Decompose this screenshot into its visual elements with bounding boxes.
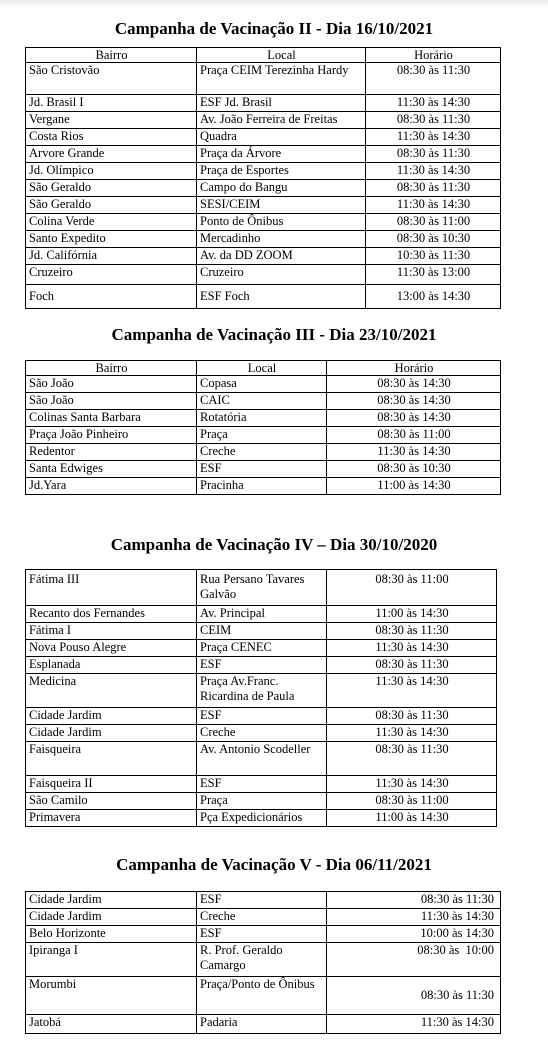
bairro-cell: São Geraldo [26, 197, 197, 214]
table-row [26, 163, 501, 180]
bairro-cell: Medicina [26, 674, 197, 708]
local-cell: Padaria [197, 1015, 327, 1034]
table-row [26, 95, 501, 112]
top-shadow [0, 0, 548, 8]
horario-cell: 08:30 às 11:30 [327, 742, 497, 776]
bairro-cell: São Geraldo [26, 180, 197, 197]
table-row [26, 892, 501, 909]
bairro-cell: Jd. Califórnia [26, 248, 197, 265]
table-header-row [26, 361, 501, 376]
bairro-cell: Santo Expedito [26, 231, 197, 248]
horario-cell: 11:30 às 14:30 [366, 129, 501, 146]
table-row [26, 214, 501, 231]
table-row [26, 461, 501, 478]
table-row [26, 376, 501, 393]
bairro-cell: Jd. Brasil I [26, 95, 197, 112]
local-cell: Creche [197, 444, 327, 461]
horario-cell: 10:30 às 11:30 [366, 248, 501, 265]
local-cell: R. Prof. Geraldo Camargo [197, 943, 327, 977]
local-cell: Pracinha [197, 478, 327, 495]
column-header-horario: Horário [366, 48, 501, 63]
bairro-cell: Cidade Jardim [26, 892, 197, 909]
horario-cell: 11:30 às 14:30 [366, 197, 501, 214]
horario-cell: 11:30 às 14:30 [366, 95, 501, 112]
horario-cell: 11:00 às 14:30 [327, 478, 501, 495]
bairro-cell: Cruzeiro [26, 265, 197, 285]
horario-cell: 08:30 às 11:00 [327, 793, 497, 810]
local-cell: Praça de Esportes [197, 163, 366, 180]
horario-cell: 08:30 às 11:00 [327, 570, 497, 606]
local-cell: ESF [197, 657, 327, 674]
local-cell: Copasa [197, 376, 327, 393]
table-row [26, 410, 501, 427]
local-cell: Praça da Árvore [197, 146, 366, 163]
local-cell: Av. da DD ZOOM [197, 248, 366, 265]
horario-cell: 11:00 às 14:30 [327, 810, 497, 827]
column-header-local: Local [197, 361, 327, 376]
bairro-cell: Colina Verde [26, 214, 197, 231]
horario-cell: 11:30 às 14:30 [327, 674, 497, 708]
bairro-cell: Arvore Grande [26, 146, 197, 163]
bairro-cell: Redentor [26, 444, 197, 461]
table-row [26, 427, 501, 444]
horario-cell: 08:30 às 11:30 [366, 146, 501, 163]
bairro-cell: Faisqueira II [26, 776, 197, 793]
horario-cell: 08:30 às 10:00 [327, 943, 501, 977]
table-row [26, 943, 501, 977]
bairro-cell: Costa Rios [26, 129, 197, 146]
bairro-cell: Nova Pouso Alegre [26, 640, 197, 657]
local-cell: ESF Jd. Brasil [197, 95, 366, 112]
table-row [26, 977, 501, 1015]
horario-cell: 08:30 às 10:30 [327, 461, 501, 478]
bairro-cell: Fátima I [26, 623, 197, 640]
local-cell: ESF [197, 926, 327, 943]
table-row [26, 640, 497, 657]
table-row [26, 606, 497, 623]
horario-cell: 11:30 às 14:30 [366, 163, 501, 180]
table-row [26, 231, 501, 248]
bairro-cell: Jd. Olímpico [26, 163, 197, 180]
table-row [26, 444, 501, 461]
local-cell: ESF Foch [197, 285, 366, 309]
local-cell: Av. João Ferreira de Freitas [197, 112, 366, 129]
local-cell: Rua Persano Tavares Galvão [197, 570, 327, 606]
bairro-cell: Jatobá [26, 1015, 197, 1034]
table-row [26, 129, 501, 146]
horario-cell: 08:30 às 11:30 [327, 623, 497, 640]
local-cell: Cruzeiro [197, 265, 366, 285]
horario-cell: 08:30 às 10:30 [366, 231, 501, 248]
bairro-cell: Vergane [26, 112, 197, 129]
campaign-3-table [25, 360, 501, 495]
table-row [26, 265, 501, 285]
horario-cell: 11:30 às 14:30 [327, 776, 497, 793]
local-cell: Quadra [197, 129, 366, 146]
horario-cell: 11:30 às 14:30 [327, 725, 497, 742]
local-cell: Praça CEIM Terezinha Hardy [197, 63, 366, 95]
bairro-cell: São João [26, 376, 197, 393]
local-cell: Mercadinho [197, 231, 366, 248]
local-cell: Creche [197, 725, 327, 742]
table-row [26, 725, 497, 742]
horario-cell: 08:30 às 11:00 [327, 427, 501, 444]
table-row [26, 478, 501, 495]
local-cell: Pça Expedicionários [197, 810, 327, 827]
bairro-cell: São Camilo [26, 793, 197, 810]
campaign-5-title: Campanha de Vacinação V - Dia 06/11/2021 [116, 855, 432, 874]
campaign-2-table [25, 47, 501, 309]
horario-cell: 11:30 às 14:30 [327, 1015, 501, 1034]
local-cell: CAIC [197, 393, 327, 410]
bairro-cell: São João [26, 393, 197, 410]
horario-cell: 08:30 às 11:30 [327, 657, 497, 674]
bairro-cell: Cidade Jardim [26, 708, 197, 725]
local-cell: Ponto de Ônibus [197, 214, 366, 231]
horario-cell: 08:30 às 14:30 [327, 376, 501, 393]
horario-cell: 08:30 às 14:30 [327, 410, 501, 427]
table-row [26, 909, 501, 926]
local-cell: Creche [197, 909, 327, 926]
bairro-cell: Cidade Jardim [26, 909, 197, 926]
local-cell: SESI/CEIM [197, 197, 366, 214]
horario-cell: 11:30 às 13:00 [366, 265, 501, 285]
table-row [26, 570, 497, 606]
local-cell: Campo do Bangu [197, 180, 366, 197]
bairro-cell: Praça João Pinheiro [26, 427, 197, 444]
bairro-cell: Foch [26, 285, 197, 309]
horario-cell: 10:00 às 14:30 [327, 926, 501, 943]
table-row [26, 1015, 501, 1034]
local-cell: Praça/Ponto de Ônibus [197, 977, 327, 1015]
bairro-cell: Santa Edwiges [26, 461, 197, 478]
bairro-cell: Jd.Yara [26, 478, 197, 495]
local-cell: Praça Av.Franc. Ricardina de Paula [197, 674, 327, 708]
bairro-cell: Faisqueira [26, 742, 197, 776]
column-header-bairro: Bairro [26, 361, 197, 376]
local-cell: ESF [197, 708, 327, 725]
table-row [26, 285, 501, 309]
table-row [26, 708, 497, 725]
table-row [26, 112, 501, 129]
horario-cell: 08:30 às 11:30 [327, 708, 497, 725]
bairro-cell: Recanto dos Fernandes [26, 606, 197, 623]
horario-cell: 08:30 às 11:30 [327, 977, 501, 1015]
bairro-cell: Primavera [26, 810, 197, 827]
campaign-4-table [25, 569, 497, 827]
horario-cell: 08:30 às 11:00 [366, 214, 501, 231]
horario-cell: 11:00 às 14:30 [327, 606, 497, 623]
table-row [26, 146, 501, 163]
column-header-bairro: Bairro [26, 48, 197, 63]
local-cell: Av. Antonio Scodeller [197, 742, 327, 776]
column-header-horario: Horário [327, 361, 501, 376]
horario-cell: 11:30 às 14:30 [327, 640, 497, 657]
table-row [26, 793, 497, 810]
table-row [26, 742, 497, 776]
table-row [26, 393, 501, 410]
table-row [26, 926, 501, 943]
horario-cell: 11:30 às 14:30 [327, 909, 501, 926]
campaign-2-title: Campanha de Vacinação II - Dia 16/10/2021 [114, 19, 434, 38]
local-cell: Praça CENEC [197, 640, 327, 657]
table-header-row [26, 48, 501, 63]
bairro-cell: Cidade Jardim [26, 725, 197, 742]
local-cell: ESF [197, 461, 327, 478]
campaign-5-table [25, 891, 501, 1034]
local-cell: ESF [197, 776, 327, 793]
table-row [26, 810, 497, 827]
local-cell: ESF [197, 892, 327, 909]
table-row [26, 623, 497, 640]
bairro-cell: Esplanada [26, 657, 197, 674]
table-row [26, 248, 501, 265]
bairro-cell: Colinas Santa Barbara [26, 410, 197, 427]
bairro-cell: Ipiranga I [26, 943, 197, 977]
local-cell: CEIM [197, 623, 327, 640]
local-cell: Av. Principal [197, 606, 327, 623]
horario-cell: 13:00 às 14:30 [366, 285, 501, 309]
local-cell: Rotatória [197, 410, 327, 427]
bairro-cell: Fátima III [26, 570, 197, 606]
bairro-cell: Belo Horizonte [26, 926, 197, 943]
table-row [26, 776, 497, 793]
horario-cell: 11:30 às 14:30 [327, 444, 501, 461]
table-row [26, 197, 501, 214]
table-row [26, 180, 501, 197]
local-cell: Praça [197, 427, 327, 444]
table-row [26, 657, 497, 674]
horario-cell: 08:30 às 11:30 [366, 112, 501, 129]
local-cell: Praça [197, 793, 327, 810]
bairro-cell: São Cristovão [26, 63, 197, 95]
horario-cell: 08:30 às 11:30 [366, 180, 501, 197]
bairro-cell: Morumbi [26, 977, 197, 1015]
campaign-3-title: Campanha de Vacinação III - Dia 23/10/2021 [111, 325, 437, 344]
table-row [26, 674, 497, 708]
campaign-4-title: Campanha de Vacinação IV – Dia 30/10/2020 [110, 535, 438, 554]
horario-cell: 08:30 às 11:30 [327, 892, 501, 909]
horario-cell: 08:30 às 11:30 [366, 63, 501, 95]
table-row [26, 63, 501, 95]
column-header-local: Local [197, 48, 366, 63]
horario-cell: 08:30 às 14:30 [327, 393, 501, 410]
